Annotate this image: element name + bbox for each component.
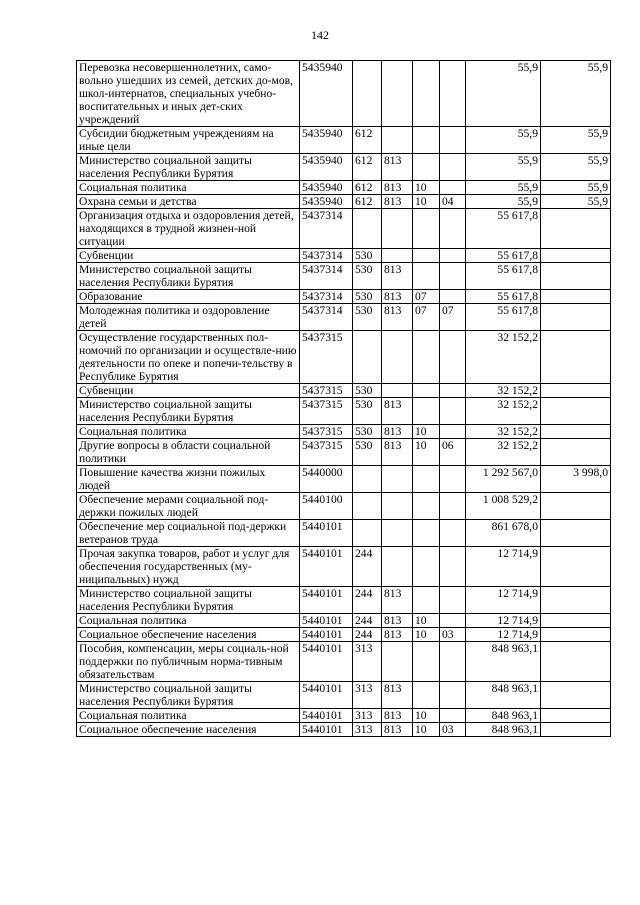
cell-section-code: 10 (413, 425, 440, 439)
cell-section-code: 10 (413, 628, 440, 642)
table-row (77, 547, 611, 587)
cell-section-code (413, 520, 440, 547)
cell-subsection-code (440, 249, 466, 263)
cell-amount-federal (541, 628, 611, 642)
cell-subsection-code (440, 709, 466, 723)
cell-amount: 55,9 (466, 61, 541, 127)
cell-target-article-code: 5440101 (300, 520, 353, 547)
cell-item-name: Организация отдыха и оздоровления детей, находящихся в трудной жизнен-ной ситуации (77, 209, 300, 249)
cell-ministry-code: 813 (382, 723, 413, 737)
cell-target-article-code: 5440101 (300, 587, 353, 614)
cell-subsection-code (440, 425, 466, 439)
cell-item-name: Обеспечение мер социальной под-держки ветеранов труда (77, 520, 300, 547)
cell-section-code: 10 (413, 439, 440, 466)
table-row (77, 682, 611, 709)
cell-item-name: Социальная политика (77, 181, 300, 195)
table-row (77, 642, 611, 682)
cell-ministry-code (382, 127, 413, 154)
table-row (77, 181, 611, 195)
cell-ministry-code: 813 (382, 439, 413, 466)
cell-amount-federal: 55,9 (541, 127, 611, 154)
cell-item-name: Министерство социальной защиты населения Республики Бурятия (77, 682, 300, 709)
cell-subsection-code (440, 493, 466, 520)
table-row (77, 195, 611, 209)
table-row (77, 425, 611, 439)
cell-section-code (413, 61, 440, 127)
cell-expense-type-code: 530 (353, 439, 382, 466)
cell-target-article-code: 5437314 (300, 263, 353, 290)
cell-subsection-code (440, 682, 466, 709)
cell-expense-type-code: 530 (353, 249, 382, 263)
cell-amount: 55,9 (466, 181, 541, 195)
cell-amount-federal (541, 209, 611, 249)
cell-amount-federal (541, 547, 611, 587)
cell-ministry-code (382, 493, 413, 520)
cell-target-article-code: 5440101 (300, 682, 353, 709)
table-row (77, 520, 611, 547)
cell-expense-type-code (353, 331, 382, 384)
cell-item-name: Министерство социальной защиты населения Республики Бурятия (77, 398, 300, 425)
cell-amount: 12 714,9 (466, 547, 541, 587)
cell-amount-federal (541, 493, 611, 520)
cell-ministry-code: 813 (382, 682, 413, 709)
cell-target-article-code: 5437314 (300, 290, 353, 304)
cell-ministry-code: 813 (382, 398, 413, 425)
cell-ministry-code: 813 (382, 195, 413, 209)
cell-target-article-code: 5437315 (300, 425, 353, 439)
cell-amount: 12 714,9 (466, 614, 541, 628)
cell-amount-federal (541, 723, 611, 737)
cell-ministry-code (382, 249, 413, 263)
cell-expense-type-code: 313 (353, 709, 382, 723)
page-number: 142 (311, 28, 329, 42)
cell-amount-federal: 55,9 (541, 154, 611, 181)
cell-section-code (413, 682, 440, 709)
cell-ministry-code (382, 547, 413, 587)
cell-amount: 1 008 529,2 (466, 493, 541, 520)
table-row (77, 628, 611, 642)
cell-amount-federal: 55,9 (541, 195, 611, 209)
table-row (77, 439, 611, 466)
cell-amount: 55 617,8 (466, 263, 541, 290)
cell-section-code: 07 (413, 290, 440, 304)
cell-ministry-code (382, 642, 413, 682)
cell-item-name: Социальная политика (77, 425, 300, 439)
cell-expense-type-code: 530 (353, 384, 382, 398)
cell-item-name: Повышение качества жизни пожилых людей (77, 466, 300, 493)
cell-amount: 32 152,2 (466, 425, 541, 439)
cell-section-code (413, 249, 440, 263)
cell-amount-federal (541, 398, 611, 425)
cell-expense-type-code (353, 520, 382, 547)
cell-section-code (413, 209, 440, 249)
cell-target-article-code: 5437314 (300, 209, 353, 249)
cell-amount: 861 678,0 (466, 520, 541, 547)
cell-target-article-code: 5440101 (300, 547, 353, 587)
cell-target-article-code: 5435940 (300, 154, 353, 181)
cell-item-name: Прочая закупка товаров, работ и услуг для обеспечения государственных (му-ниципальных) нужд (77, 547, 300, 587)
cell-section-code: 10 (413, 614, 440, 628)
cell-subsection-code: 03 (440, 723, 466, 737)
cell-item-name: Образование (77, 290, 300, 304)
cell-ministry-code (382, 384, 413, 398)
cell-target-article-code: 5437314 (300, 304, 353, 331)
cell-item-name: Министерство социальной защиты населения Республики Бурятия (77, 587, 300, 614)
cell-expense-type-code: 244 (353, 587, 382, 614)
cell-expense-type-code: 530 (353, 304, 382, 331)
cell-section-code: 10 (413, 181, 440, 195)
cell-ministry-code: 813 (382, 290, 413, 304)
cell-amount: 12 714,9 (466, 587, 541, 614)
table-row (77, 587, 611, 614)
table-row (77, 209, 611, 249)
cell-item-name: Субсидии бюджетным учреждениям на иные цели (77, 127, 300, 154)
table-row (77, 614, 611, 628)
table-row (77, 154, 611, 181)
cell-target-article-code: 5435940 (300, 61, 353, 127)
cell-amount: 12 714,9 (466, 628, 541, 642)
cell-ministry-code (382, 520, 413, 547)
cell-item-name: Социальная политика (77, 709, 300, 723)
cell-target-article-code: 5435940 (300, 127, 353, 154)
cell-item-name: Охрана семьи и детства (77, 195, 300, 209)
cell-expense-type-code: 530 (353, 263, 382, 290)
cell-amount-federal: 3 998,0 (541, 466, 611, 493)
cell-amount: 55,9 (466, 127, 541, 154)
cell-item-name: Министерство социальной защиты населения Республики Бурятия (77, 154, 300, 181)
cell-item-name: Субвенции (77, 384, 300, 398)
cell-subsection-code (440, 209, 466, 249)
cell-expense-type-code (353, 209, 382, 249)
cell-target-article-code: 5437315 (300, 331, 353, 384)
cell-ministry-code: 813 (382, 587, 413, 614)
cell-amount: 55,9 (466, 154, 541, 181)
table-row (77, 709, 611, 723)
cell-ministry-code: 813 (382, 154, 413, 181)
cell-subsection-code (440, 547, 466, 587)
cell-expense-type-code: 244 (353, 628, 382, 642)
cell-expense-type-code: 313 (353, 682, 382, 709)
cell-ministry-code: 813 (382, 181, 413, 195)
cell-subsection-code (440, 642, 466, 682)
cell-subsection-code (440, 398, 466, 425)
cell-ministry-code: 813 (382, 628, 413, 642)
cell-ministry-code: 813 (382, 263, 413, 290)
cell-amount-federal (541, 384, 611, 398)
cell-amount-federal (541, 642, 611, 682)
cell-target-article-code: 5437315 (300, 398, 353, 425)
cell-subsection-code (440, 466, 466, 493)
cell-section-code (413, 127, 440, 154)
cell-section-code (413, 587, 440, 614)
cell-amount: 32 152,2 (466, 384, 541, 398)
cell-item-name: Осуществление государственных пол-номочий по организации и осуществле-нию деятельности по опеке и попечи-тельству в Республике Бурятия (77, 331, 300, 384)
cell-amount: 848 963,1 (466, 709, 541, 723)
cell-item-name: Социальное обеспечение населения (77, 723, 300, 737)
cell-section-code: 10 (413, 195, 440, 209)
table-row (77, 290, 611, 304)
cell-expense-type-code: 530 (353, 290, 382, 304)
cell-subsection-code (440, 520, 466, 547)
table-row (77, 398, 611, 425)
cell-item-name: Субвенции (77, 249, 300, 263)
cell-amount: 848 963,1 (466, 642, 541, 682)
table-row (77, 61, 611, 127)
cell-amount-federal (541, 331, 611, 384)
cell-amount-federal: 55,9 (541, 61, 611, 127)
cell-section-code (413, 398, 440, 425)
cell-amount-federal (541, 587, 611, 614)
cell-item-name: Пособия, компенсации, меры социаль-ной поддержки по публичным норма-тивным обязательствам (77, 642, 300, 682)
cell-expense-type-code (353, 466, 382, 493)
cell-item-name: Министерство социальной защиты населения Республики Бурятия (77, 263, 300, 290)
cell-amount: 1 292 567,0 (466, 466, 541, 493)
cell-subsection-code (440, 614, 466, 628)
cell-ministry-code: 813 (382, 709, 413, 723)
cell-amount: 55,9 (466, 195, 541, 209)
cell-subsection-code (440, 290, 466, 304)
cell-amount: 848 963,1 (466, 723, 541, 737)
cell-ministry-code: 813 (382, 614, 413, 628)
cell-subsection-code (440, 331, 466, 384)
cell-subsection-code (440, 154, 466, 181)
cell-section-code (413, 384, 440, 398)
cell-subsection-code: 03 (440, 628, 466, 642)
cell-target-article-code: 5440101 (300, 723, 353, 737)
cell-section-code: 10 (413, 709, 440, 723)
cell-amount: 55 617,8 (466, 249, 541, 263)
cell-amount-federal (541, 520, 611, 547)
table-row (77, 384, 611, 398)
table-row (77, 127, 611, 154)
cell-subsection-code (440, 587, 466, 614)
cell-amount-federal (541, 425, 611, 439)
cell-target-article-code: 5437314 (300, 249, 353, 263)
cell-target-article-code: 5435940 (300, 181, 353, 195)
cell-amount-federal (541, 709, 611, 723)
table-row (77, 249, 611, 263)
cell-amount: 55 617,8 (466, 304, 541, 331)
cell-expense-type-code: 612 (353, 195, 382, 209)
cell-section-code (413, 154, 440, 181)
cell-section-code: 10 (413, 723, 440, 737)
cell-ministry-code (382, 209, 413, 249)
cell-subsection-code (440, 181, 466, 195)
cell-item-name: Социальная политика (77, 614, 300, 628)
cell-amount: 848 963,1 (466, 682, 541, 709)
cell-item-name: Социальное обеспечение населения (77, 628, 300, 642)
cell-amount: 55 617,8 (466, 290, 541, 304)
table-row (77, 466, 611, 493)
cell-expense-type-code: 612 (353, 154, 382, 181)
table-row (77, 331, 611, 384)
cell-expense-type-code: 612 (353, 127, 382, 154)
cell-item-name: Молодежная политика и оздоровление детей (77, 304, 300, 331)
cell-amount-federal (541, 439, 611, 466)
cell-section-code (413, 547, 440, 587)
cell-expense-type-code: 612 (353, 181, 382, 195)
cell-expense-type-code: 244 (353, 547, 382, 587)
cell-subsection-code (440, 127, 466, 154)
cell-item-name: Другие вопросы в области социальной политики (77, 439, 300, 466)
cell-subsection-code (440, 61, 466, 127)
cell-amount: 32 152,2 (466, 331, 541, 384)
cell-expense-type-code: 530 (353, 425, 382, 439)
cell-ministry-code: 813 (382, 425, 413, 439)
cell-target-article-code: 5435940 (300, 195, 353, 209)
cell-section-code (413, 263, 440, 290)
cell-section-code (413, 466, 440, 493)
cell-target-article-code: 5440101 (300, 614, 353, 628)
cell-target-article-code: 5440101 (300, 709, 353, 723)
cell-amount-federal (541, 304, 611, 331)
cell-amount-federal (541, 263, 611, 290)
cell-ministry-code (382, 61, 413, 127)
cell-item-name: Обеспечение мерами социальной под-держки пожилых людей (77, 493, 300, 520)
cell-target-article-code: 5437315 (300, 439, 353, 466)
cell-amount-federal (541, 249, 611, 263)
cell-subsection-code: 06 (440, 439, 466, 466)
cell-expense-type-code: 244 (353, 614, 382, 628)
table-row (77, 263, 611, 290)
table-row (77, 723, 611, 737)
table-row (77, 304, 611, 331)
cell-amount-federal: 55,9 (541, 181, 611, 195)
cell-subsection-code (440, 384, 466, 398)
cell-ministry-code (382, 466, 413, 493)
cell-section-code (413, 642, 440, 682)
cell-ministry-code: 813 (382, 304, 413, 331)
cell-amount: 55 617,8 (466, 209, 541, 249)
cell-amount-federal (541, 614, 611, 628)
cell-expense-type-code: 313 (353, 642, 382, 682)
cell-amount-federal (541, 290, 611, 304)
cell-subsection-code: 07 (440, 304, 466, 331)
cell-subsection-code (440, 263, 466, 290)
cell-item-name: Перевозка несовершеннолетних, само-вольно ушедших из семей, детских до-мов, школ-интернатов, специальных учебно-воспитательных и иных дет-ских учреждений (77, 61, 300, 127)
cell-target-article-code: 5440101 (300, 642, 353, 682)
cell-section-code (413, 331, 440, 384)
cell-target-article-code: 5440100 (300, 493, 353, 520)
cell-amount: 32 152,2 (466, 398, 541, 425)
cell-ministry-code (382, 331, 413, 384)
cell-target-article-code: 5440000 (300, 466, 353, 493)
budget-table (76, 60, 611, 737)
cell-expense-type-code (353, 61, 382, 127)
cell-expense-type-code: 530 (353, 398, 382, 425)
cell-subsection-code: 04 (440, 195, 466, 209)
cell-target-article-code: 5440101 (300, 628, 353, 642)
table-row (77, 493, 611, 520)
cell-amount: 32 152,2 (466, 439, 541, 466)
cell-target-article-code: 5437315 (300, 384, 353, 398)
cell-section-code (413, 493, 440, 520)
cell-amount-federal (541, 682, 611, 709)
cell-expense-type-code: 313 (353, 723, 382, 737)
cell-section-code: 07 (413, 304, 440, 331)
cell-expense-type-code (353, 493, 382, 520)
